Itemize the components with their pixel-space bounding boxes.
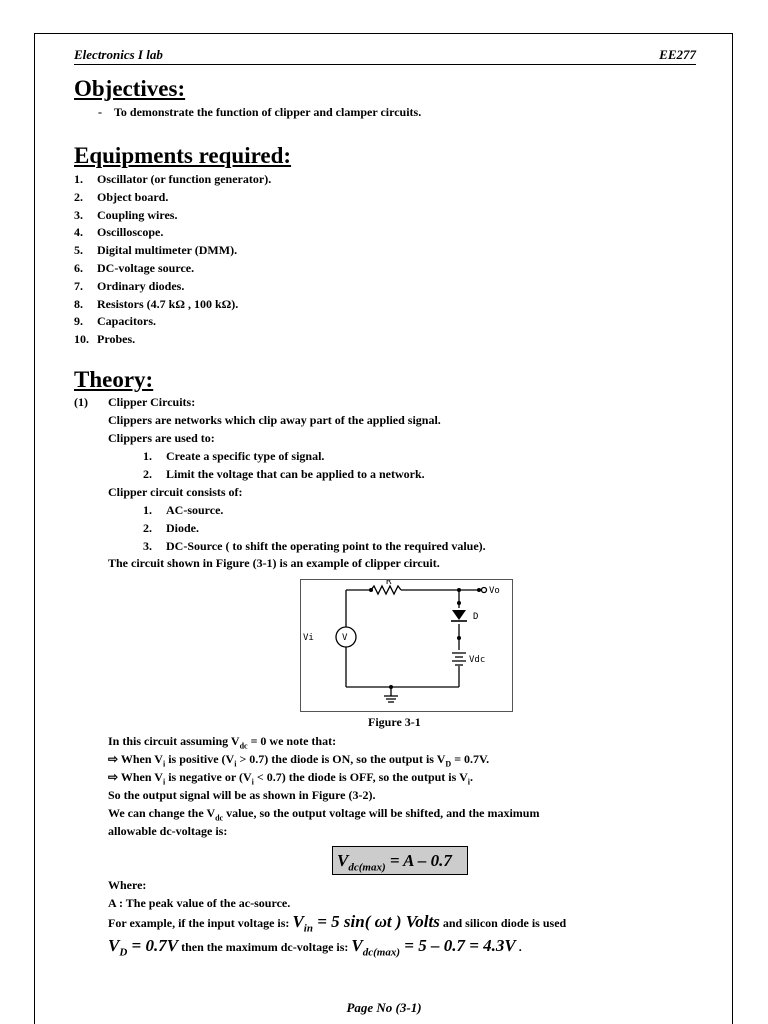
header-rule bbox=[74, 64, 696, 65]
item-text: DC-voltage source. bbox=[97, 261, 195, 275]
theory-paragraph: Clippers are used to: bbox=[108, 431, 215, 445]
item-text: Oscillator (or function generator). bbox=[97, 172, 272, 186]
condition-off: ⇨ When $V_i$ is negative or $(V_i < 0.7)$ the diode is OFF, so the output is $V_i$. bbox=[108, 770, 473, 787]
equipment-item bbox=[74, 296, 238, 313]
arrow-icon: ⇨ bbox=[108, 770, 119, 784]
theory-paragraph: So the output signal will be as shown in Figure (3-2). bbox=[108, 788, 376, 802]
section-title: Clipper Circuits: bbox=[108, 395, 196, 409]
header-course: Electronics I lab bbox=[74, 47, 163, 62]
bullet: - bbox=[98, 105, 102, 119]
formula-box: $V_{dc(max)} = A - 0.7$ bbox=[332, 846, 468, 875]
item-number: 8. bbox=[74, 296, 83, 311]
item-number: 10. bbox=[74, 332, 89, 347]
use-item bbox=[143, 466, 425, 483]
page-number: Page No (3-1) bbox=[346, 1000, 422, 1015]
item-text: Resistors (4.7 kΩ , 100 kΩ). bbox=[97, 296, 239, 311]
part-item bbox=[143, 520, 199, 537]
item-text: Oscilloscope. bbox=[97, 225, 164, 240]
item-text: Ordinary diodes. bbox=[97, 278, 185, 293]
theory-paragraph: We can change the $V_{dc}$ value, so the output voltage will be shifted, and the maximum bbox=[108, 806, 540, 823]
objectives-heading: Objectives: bbox=[74, 76, 186, 101]
item-number: 2. bbox=[143, 467, 152, 481]
item-text: Diode. bbox=[166, 521, 199, 535]
equipment-item bbox=[74, 207, 177, 224]
item-number: 9. bbox=[74, 314, 83, 329]
item-text: DC-Source ( to shift the operating point to the required value). bbox=[166, 539, 486, 553]
item-number: 3. bbox=[74, 207, 83, 222]
item-number: 5. bbox=[74, 243, 83, 258]
where-label: Where: bbox=[108, 878, 147, 892]
part-item bbox=[143, 538, 486, 555]
item-number: 1. bbox=[74, 172, 83, 186]
item-text: Limit the voltage that can be applied to a network. bbox=[166, 467, 425, 481]
equipment-item bbox=[74, 331, 135, 348]
theory-heading: Theory: bbox=[74, 367, 154, 392]
theory-paragraph: Clipper circuit consists of: bbox=[108, 485, 243, 499]
equipment-heading: Equipments required: bbox=[74, 143, 292, 168]
condition-on: ⇨ When $V_i$ is positive $(V_i > 0.7)$ the diode is ON, so the output is $V_D = 0.7V$. bbox=[108, 752, 490, 769]
arrow-icon: ⇨ bbox=[108, 752, 119, 766]
where-definition: A : The peak value of the ac-source. bbox=[108, 896, 291, 910]
item-text: Digital multimeter (DMM). bbox=[97, 243, 238, 258]
equipment-item bbox=[74, 171, 271, 188]
label-vdc: Vdc bbox=[469, 655, 486, 665]
theory-paragraph: allowable dc-voltage is: bbox=[108, 824, 228, 838]
figure-3-1 bbox=[300, 579, 513, 712]
item-number: 1. bbox=[143, 449, 152, 463]
item-text: Probes. bbox=[97, 332, 136, 347]
equipment-item bbox=[74, 189, 168, 206]
clipper-circuit-diagram bbox=[301, 580, 512, 711]
figure-caption: Figure 3-1 bbox=[368, 715, 421, 729]
item-number: 4. bbox=[74, 225, 83, 240]
item-text: Capacitors. bbox=[97, 314, 156, 329]
item-number: 2. bbox=[74, 189, 83, 204]
equipment-item bbox=[74, 224, 163, 241]
equipment-item bbox=[74, 278, 184, 295]
label-d: D bbox=[473, 612, 479, 622]
objectives-text: To demonstrate the function of clipper and clamper circuits. bbox=[114, 105, 422, 119]
equipment-item bbox=[74, 260, 194, 277]
header-code: EE277 bbox=[659, 47, 696, 62]
theory-paragraph: In this circuit assuming $V_{dc} = 0$ we note that: bbox=[108, 734, 337, 751]
example-line-1: For example, if the input voltage is: $V_{in} = 5$ sin( ωt ) Volts and silicon diode is used bbox=[108, 912, 567, 935]
label-r: R bbox=[386, 580, 392, 587]
item-number: 1. bbox=[143, 503, 152, 517]
part-item bbox=[143, 502, 223, 519]
item-number: 2. bbox=[143, 521, 152, 535]
label-vi: Vi bbox=[303, 633, 314, 643]
equipment-item bbox=[74, 242, 237, 259]
theory-paragraph: Clippers are networks which clip away part of the applied signal. bbox=[108, 413, 441, 427]
voltmeter-label: V bbox=[342, 633, 348, 643]
objectives-item bbox=[98, 104, 421, 121]
label-vo: Vo bbox=[489, 586, 500, 596]
section-number: (1) bbox=[74, 395, 88, 409]
item-text: AC-source. bbox=[166, 503, 224, 517]
item-number: 6. bbox=[74, 261, 83, 275]
item-number: 3. bbox=[143, 539, 152, 553]
item-text: Object board. bbox=[97, 189, 169, 204]
item-text: Coupling wires. bbox=[97, 207, 178, 222]
item-number: 7. bbox=[74, 278, 83, 293]
item-text: Create a specific type of signal. bbox=[166, 449, 325, 463]
example-line-2: $V_D = 0.7V$ then the maximum dc-voltage is: $V_{dc(max)} = 5 - 0.7 = 4.3V$ . bbox=[108, 936, 522, 959]
use-item bbox=[143, 448, 324, 465]
theory-paragraph: The circuit shown in Figure (3-1) is an example of clipper circuit. bbox=[108, 556, 440, 570]
equipment-item bbox=[74, 313, 156, 330]
